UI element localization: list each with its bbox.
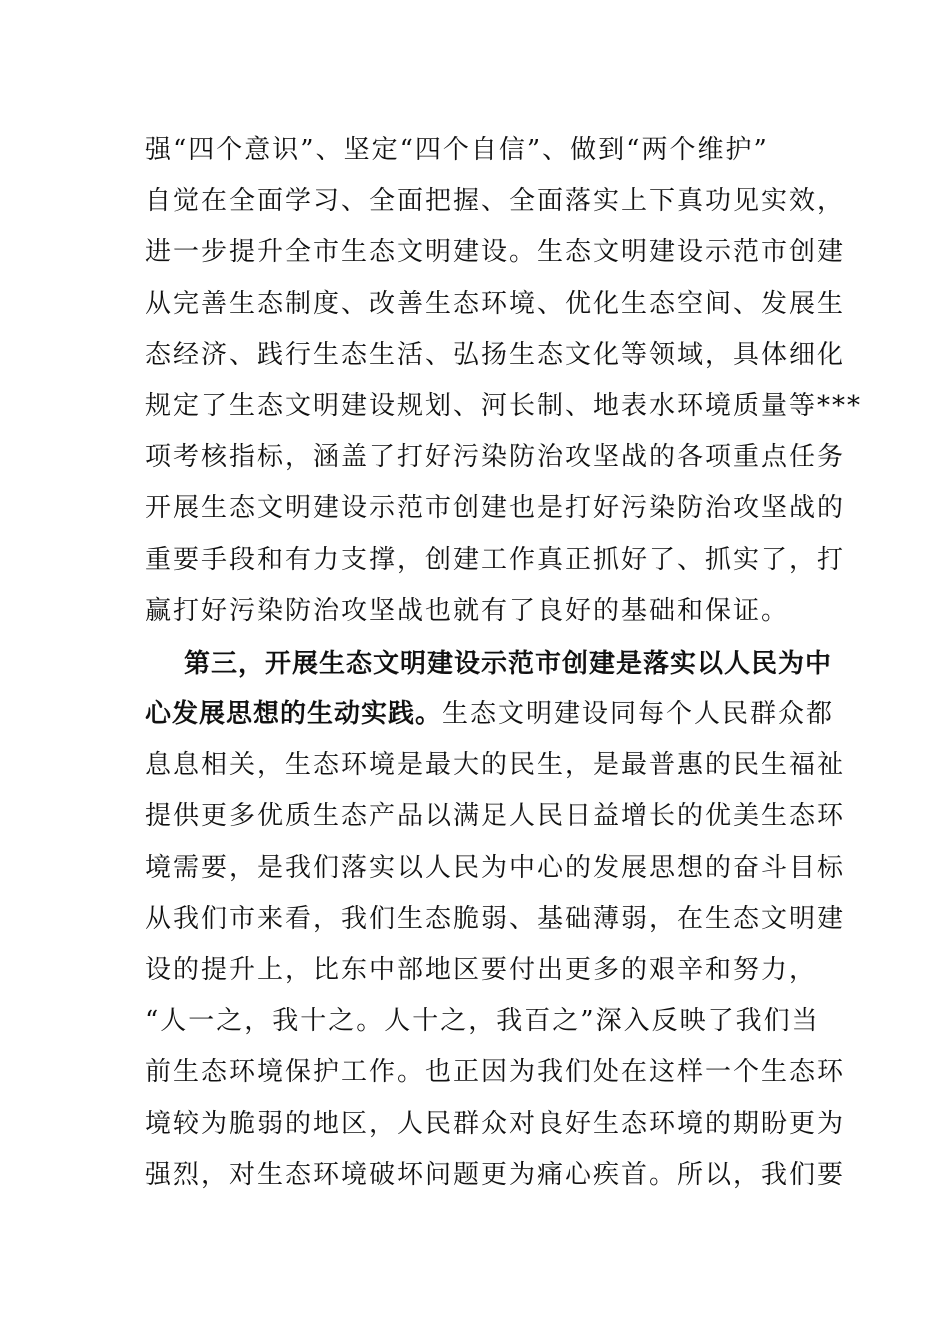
text-line: 自觉在全面学习、全面把握、全面落实上下真功见实效， [145, 186, 846, 216]
text-line: 提供更多优质生态产品以满足人民日益增长的优美生态环 [145, 801, 846, 831]
text-line: 强烈，对生态环境破坏问题更为痛心疾首。所以，我们要 [145, 1160, 846, 1190]
text-line: 境较为脆弱的地区，人民群众对良好生态环境的期盼更为 [145, 1109, 846, 1139]
section-heading-end: 心发展思想的生动实践。 [145, 699, 443, 729]
text-line: 态经济、践行生态生活、弘扬生态文化等领域，具体细化 [145, 340, 846, 370]
text-line: 强“四个意识”、坚定“四个自信”、做到“两个维护” [145, 135, 769, 165]
text-line: 从完善生态制度、改善生态环境、优化生态空间、发展生 [145, 289, 846, 319]
text-line: 开展生态文明建设示范市创建也是打好污染防治攻坚战的 [145, 493, 846, 523]
text-line: 进一步提升全市生态文明建设。生态文明建设示范市创建 [145, 237, 846, 267]
text-line: “人一之，我十之。人十之，我百之”深入反映了我们当 [145, 1006, 820, 1036]
text-line: 赢打好污染防治攻坚战也就有了良好的基础和保证。 [145, 596, 790, 626]
text-line: 项考核指标，涵盖了打好污染防治攻坚战的各项重点任务 [145, 442, 846, 472]
text-line: 前生态环境保护工作。也正因为我们处在这样一个生态环 [145, 1057, 846, 1087]
section-heading: 第三，开展生态文明建设示范市创建是落实以人民为中 [184, 649, 833, 679]
text-line-rest: 生态文明建设同每个人民群众都 [442, 699, 835, 729]
text-line: 息息相关，生态环境是最大的民生，是最普惠的民生福祉 [145, 750, 846, 780]
text-line: 规定了生态文明建设规划、河长制、地表水环境质量等*** [145, 391, 863, 421]
text-line: 设的提升上，比东中部地区要付出更多的艰辛和努力， [145, 955, 818, 985]
text-line: 境需要，是我们落实以人民为中心的发展思想的奋斗目标 [145, 853, 846, 883]
text-line [145, 698, 835, 730]
text-line: 重要手段和有力支撑，创建工作真正抓好了、抓实了，打 [145, 545, 846, 575]
text-line: 从我们市来看，我们生态脆弱、基础薄弱，在生态文明建 [145, 904, 846, 934]
